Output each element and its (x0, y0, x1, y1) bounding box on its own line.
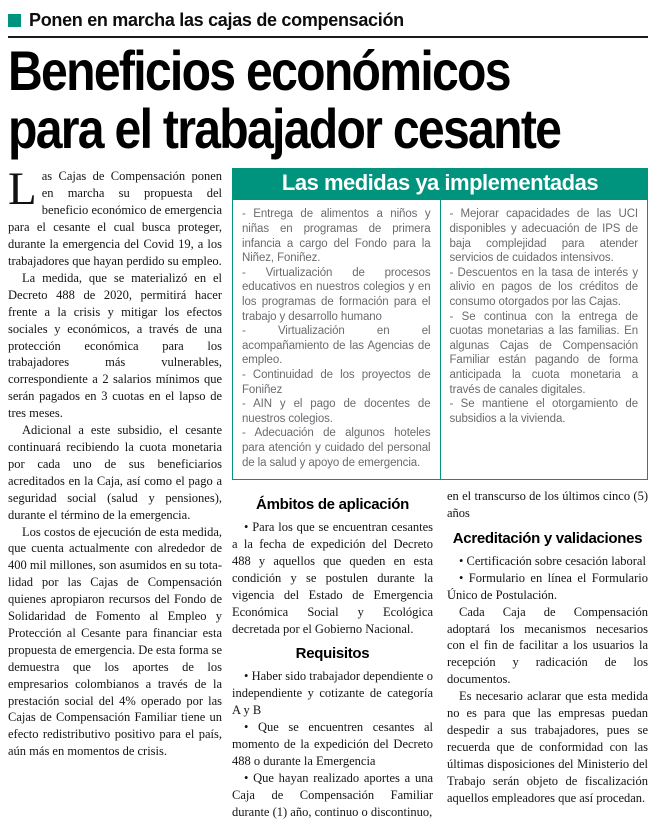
measure-item: - AIN y el pago de docentes de nuestros colegios. (242, 398, 431, 425)
drop-cap: L (8, 163, 37, 216)
measures-column-left (233, 200, 440, 479)
section-heading-acreditacion: Acreditación y validaciones (452, 529, 643, 547)
bullet-square-icon (8, 14, 21, 27)
bullet-item: • Para los que se encuentran cesantes a la fecha de expedición del Decreto 488 y aquellos que queden en esta condición y se postulen durante la vigencia del Estado de Emergencia Económica Social y Ecológica decretada por el Gobierno Nacional. (232, 520, 433, 636)
lower-sections (232, 488, 648, 820)
paragraph: Es necesario aclarar que esta medida no es para que las empresas puedan despedir a sus trabajadores, pues se recuerda que de conformidad con las últimas disposiciones del Ministerio del Trabajo serán objeto de fiscalización aquellos empleadores que así procedan. (447, 689, 648, 805)
continuation-text: en el transcurso de los últimos cinco (5) años (447, 489, 648, 521)
headline-line-1: Beneficios económicos (8, 39, 510, 102)
paragraph: Cada Caja de Compensación adoptará los mecanismos necesarios con el fin de facilitar a los usuarios la recepción y radicación de los documentos. (447, 604, 648, 687)
paragraph: La medida, que se materializó en el Decreto 488 de 2020, permitirá hacer frente a la crisis y mitigar los efectos sociales y económicos, a través de una protección económica para los trabajadores más vulnerables, correspondiente a 2 salarios mínimos que serán pagados en 3 cuotas en el lapso de tres meses. (8, 270, 222, 421)
bullet-item: • Que se encuentren cesantes al momento de la expedición del Decreto 488 o durante la Emergencia (232, 720, 433, 768)
article-body (8, 163, 648, 820)
measure-item: - Descuentos en la tasa de interés y alivio en pagos de los créditos de consumo otorgados por las Cajas. (449, 266, 638, 309)
section-ambitos-requisitos (232, 488, 433, 820)
top-divider (8, 36, 648, 38)
bullet-item: • Certificación sobre cesación laboral (459, 553, 646, 568)
measure-item: - Se continua con la entrega de cuotas monetarias a las familias. En algunas Cajas de Compensación Familiar están pagando de forma anticipada la cuota monetaria a través de canales digitales. (449, 310, 638, 396)
section-heading-requisitos: Requisitos (295, 645, 370, 663)
measure-item: - Se mantiene el otorgamiento de subsidios a la vivienda. (449, 398, 638, 425)
kicker (8, 10, 648, 31)
bullet-item: • Formulario en línea el Formulario Único de Postulación. (447, 570, 648, 602)
paragraph (8, 163, 222, 269)
measures-columns (233, 200, 647, 479)
section-heading-ambitos: Ámbitos de aplicación (256, 496, 409, 514)
headline-line-2: para el trabajador cesante (8, 97, 561, 161)
measures-box-title: Las medidas ya implementadas (232, 168, 648, 200)
paragraph: Adicional a este subsidio, el cesante continuará recibiendo la cuota monetaria por cada uno de sus beneficiarios acreditados en la Caja, así como el pago a seguridad social (salud y pensiones), durante el término de la emergencia. (8, 423, 222, 522)
measure-item: - Entrega de alimentos a niños y niñas en programas de primera infancia a cargo del Fondo para la Niñez, Foniñez. (242, 208, 431, 265)
measures-column-right (440, 200, 648, 479)
measure-item: - Mejorar capacidades de las UCI disponibles y adecuación de IPS de baja complejidad para atender servicios de cuidados intensivos. (449, 208, 638, 265)
paragraph: Los costos de ejecución de esta medida, que cuenta actualmente con alrededor de 400 mil millones, son asumidos en su tota-lidad por las Cajas de Compensación quienes apropiaron recursos del Fondo de Solidaridad de Fomento al Empleo y Protección al Cesante para financiar esta propuesta de emergencia. De esta forma se demuestra que los aportes de los empresarios colombianos a través de la prestación social del 4% operado por las Cajas de Compensación Familiar tiene un efecto redistributivo positivo para el país, aún más en momentos de crisis. (8, 524, 222, 759)
headline (8, 39, 648, 161)
section-acreditacion (447, 488, 648, 820)
measures-box (232, 168, 648, 480)
bullet-item: • Haber sido trabajador dependiente o independiente y cotizante de categoría A y B (232, 669, 433, 718)
measure-item: - Virtualización en el acompañamiento de las Agencias de empleo. (242, 325, 431, 367)
measure-item: - Adecuación de algunos hoteles para atención y cuidado del personal de la salud y apoyo de emergencia. (242, 427, 431, 469)
article-column-right (232, 168, 648, 820)
bullet-item: • Que hayan realizado aportes a una Caja de Compensación Familiar durante (1) año, continuo o discontinuo, (232, 770, 433, 819)
paragraph-text: as Cajas de Compensación ponen en marcha su propuesta del beneficio económico de emergencia para el cesante el cual busca proteger, durante la emergencia del Covid 19, a los trabajadores que hayan perdido su empleo. (8, 169, 222, 268)
article-column-left (8, 163, 222, 820)
kicker-label: Ponen en marcha las cajas de compensación (29, 10, 404, 30)
measure-item: - Virtualización de procesos educativos en nuestros colegios y en los programas de formación para el trabajo y desarrollo humano (242, 266, 431, 323)
measure-item: - Continuidad de los proyectos de Foniñez (242, 369, 431, 396)
